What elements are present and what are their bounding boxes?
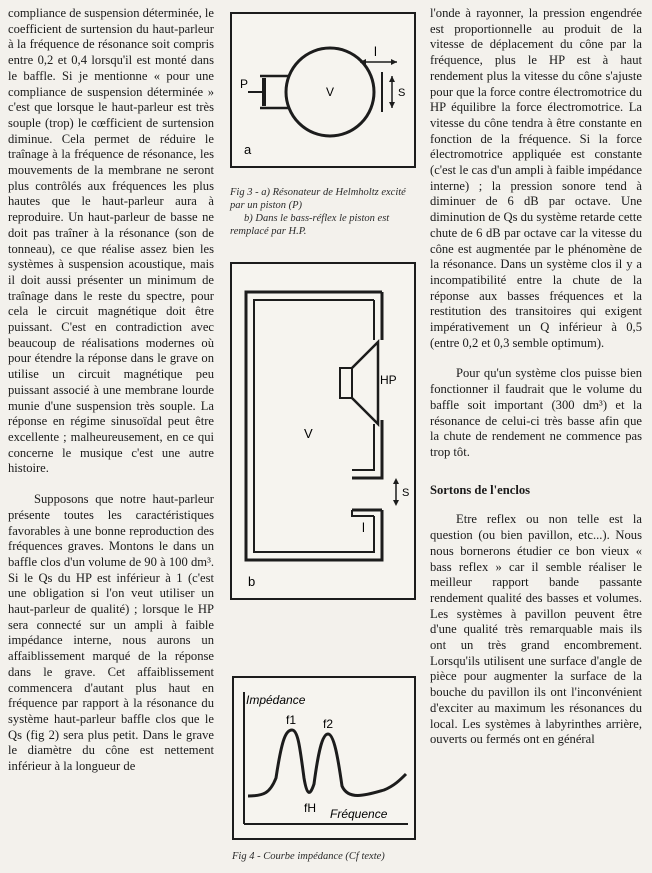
paragraph: l'onde à rayonner, la pression engendrée est proportionnelle au produit de la vitesse de déplacement du cône par la fréquence, plus le HP est à haut rendement plus la vitesse du cône s'ajuste pour que la force contre électromotrice du HP équilibre la force électromotrice. La vitesse du cône tendra à être constante en fonction de la fréquence. Si la force électromotrice appliquée est constante (c'est le cas d'un ampli à faible impédance interne) ; la pression sonore tend à diminuer de 6 dB par octave. Une diminution de Qs du système retarde cette chute de 6 dB par octave car la vitesse du cône est augmentée par le phénomène de la résonance. Dans un système clos il y a incompatibilité entre la chute de la réponse aux basses fréquences et la restitution des transitoires qui exigent impérativement un Q inférieur à 0,5 (entre 0,2 et 0,3 semble optimum).: [430, 6, 642, 350]
x-axis-label: Fréquence: [330, 807, 388, 821]
label-f2: f2: [323, 717, 334, 731]
text-column-left: [8, 6, 214, 775]
paragraph: Etre reflex ou non telle est la question (ou bien pavillon, etc...). Nous nous bornerons étudier ce bon vieux « bass reflex » car il semble réaliser le meilleur rapport bande passante rendement qualité des basses et volumes. Les systèmes à pavillon peuvent être d'une qualité très remarquable mais ils ont un très grand encombrement. Lorsqu'ils utilisent une surface d'angle de pièce pour augmenter la surface de la bouche du pavillon ils ont l'inconvénient d'exciter au maximum les résonances du local. Les systèmes à labyrinthes arrière, ouverts ou fermés ont en général: [430, 512, 642, 747]
caption-line: Fig 3 - a) Résonateur de Helmholtz excité par un piston (P): [230, 187, 406, 211]
label-V: V: [304, 426, 313, 441]
text-column-right: [430, 6, 642, 748]
label-S: S: [402, 487, 410, 499]
bass-reflex-diagram: [232, 264, 414, 598]
label-l: l: [362, 520, 365, 535]
paragraph: Pour qu'un système clos puisse bien fonctionner il faudrait que le volume du baffle soit important (300 dm³) et la résonance de celui-ci très basse afin que la chute de rendement ne commence pas trop tôt.: [430, 366, 642, 459]
figure-4-impedance: [232, 676, 416, 840]
speaker-cone: [352, 342, 378, 424]
figure-letter: a: [244, 142, 252, 157]
caption-line: b) Dans le bass-réflex le piston est remplacé par H.P.: [230, 213, 390, 237]
speaker-magnet: [340, 368, 352, 398]
figure-letter: b: [248, 574, 256, 589]
label-HP: HP: [380, 373, 397, 387]
paragraph: compliance de suspension déterminée, le coefficient de surtension du haut-parleur à la fréquence de résonance soit compris entre 0,2 et 0,4 lorsqu'il est monté dans le baffle. Si je mentionne « pour une compliance de suspension déterminée » c'est que lorsque le haut-parleur est très souple (trop) le cœfficient de surtension diminue. Cela permet de réduire le traînage à la fréquence de résonance, les mouvements de la membrane ne seront plus contrôlés aux fréquences les plus hautes que le haut-parleur aura à reproduire. Un haut-parleur de basse ne doit pas traîner à la résonance (son de tonneau), ce que réalise assez bien les systèmes à suspension acoustique, mais il doit aussi présenter un minimum de traînage dans le reste du spectre, pour cela le circuit magnétique doit être puissant. C'est en contradiction avec beaucoup de réalisations modernes où pour étendre la réponse dans le grave on utilise un circuit magnétique peu puissant associé à une membrane lourde munie d'une suspension très souple. La réponse en régime sinusoïdal peut être excellente ; malheureusement, en ce qui concerne le musique c'est une autre histoire.: [8, 6, 214, 476]
label-S: S: [398, 87, 406, 99]
paragraph: Supposons que notre haut-parleur présente toutes les caractéristiques favorables à une bonne reproduction des fréquences graves. Montons le dans un baffle clos d'un volume de 90 à 100 dm³. Si le Qs du HP est inférieur à 1 (c'est une obligation si l'on veut utiliser un haut-parleur de qualité) ; lorsque le HP sera connecté sur un ampli à faible impédance interne, nous aurons un affaiblissement marqué de la réponse dans le grave. Cet affaiblissement commencera d'autant plus haut en fréquence par rapport à la résonance du système haut-parleur baffle clos que le Qs (fig 2) sera plus petit. Dans le grave le diamètre du cône est nettement inférieur à la longueur de: [8, 492, 214, 774]
impedance-line: [248, 730, 406, 796]
label-f1: f1: [286, 713, 297, 727]
y-axis-label: Impédance: [246, 693, 306, 707]
figure-3a-helmholtz: [230, 12, 416, 168]
impedance-curve: [234, 678, 414, 838]
figure-4-caption: Fig 4 - Courbe impédance (Cf texte): [232, 851, 385, 862]
label-V: V: [326, 85, 335, 99]
figure-3b-bass-reflex: [230, 262, 416, 600]
label-fH: fH: [304, 801, 316, 815]
piston: [262, 78, 266, 106]
helmholtz-diagram: [232, 14, 414, 166]
figure-3-caption: [230, 186, 420, 238]
label-P: P: [240, 77, 249, 91]
section-heading: Sortons de l'enclos: [430, 482, 531, 497]
label-l: l: [374, 44, 377, 59]
